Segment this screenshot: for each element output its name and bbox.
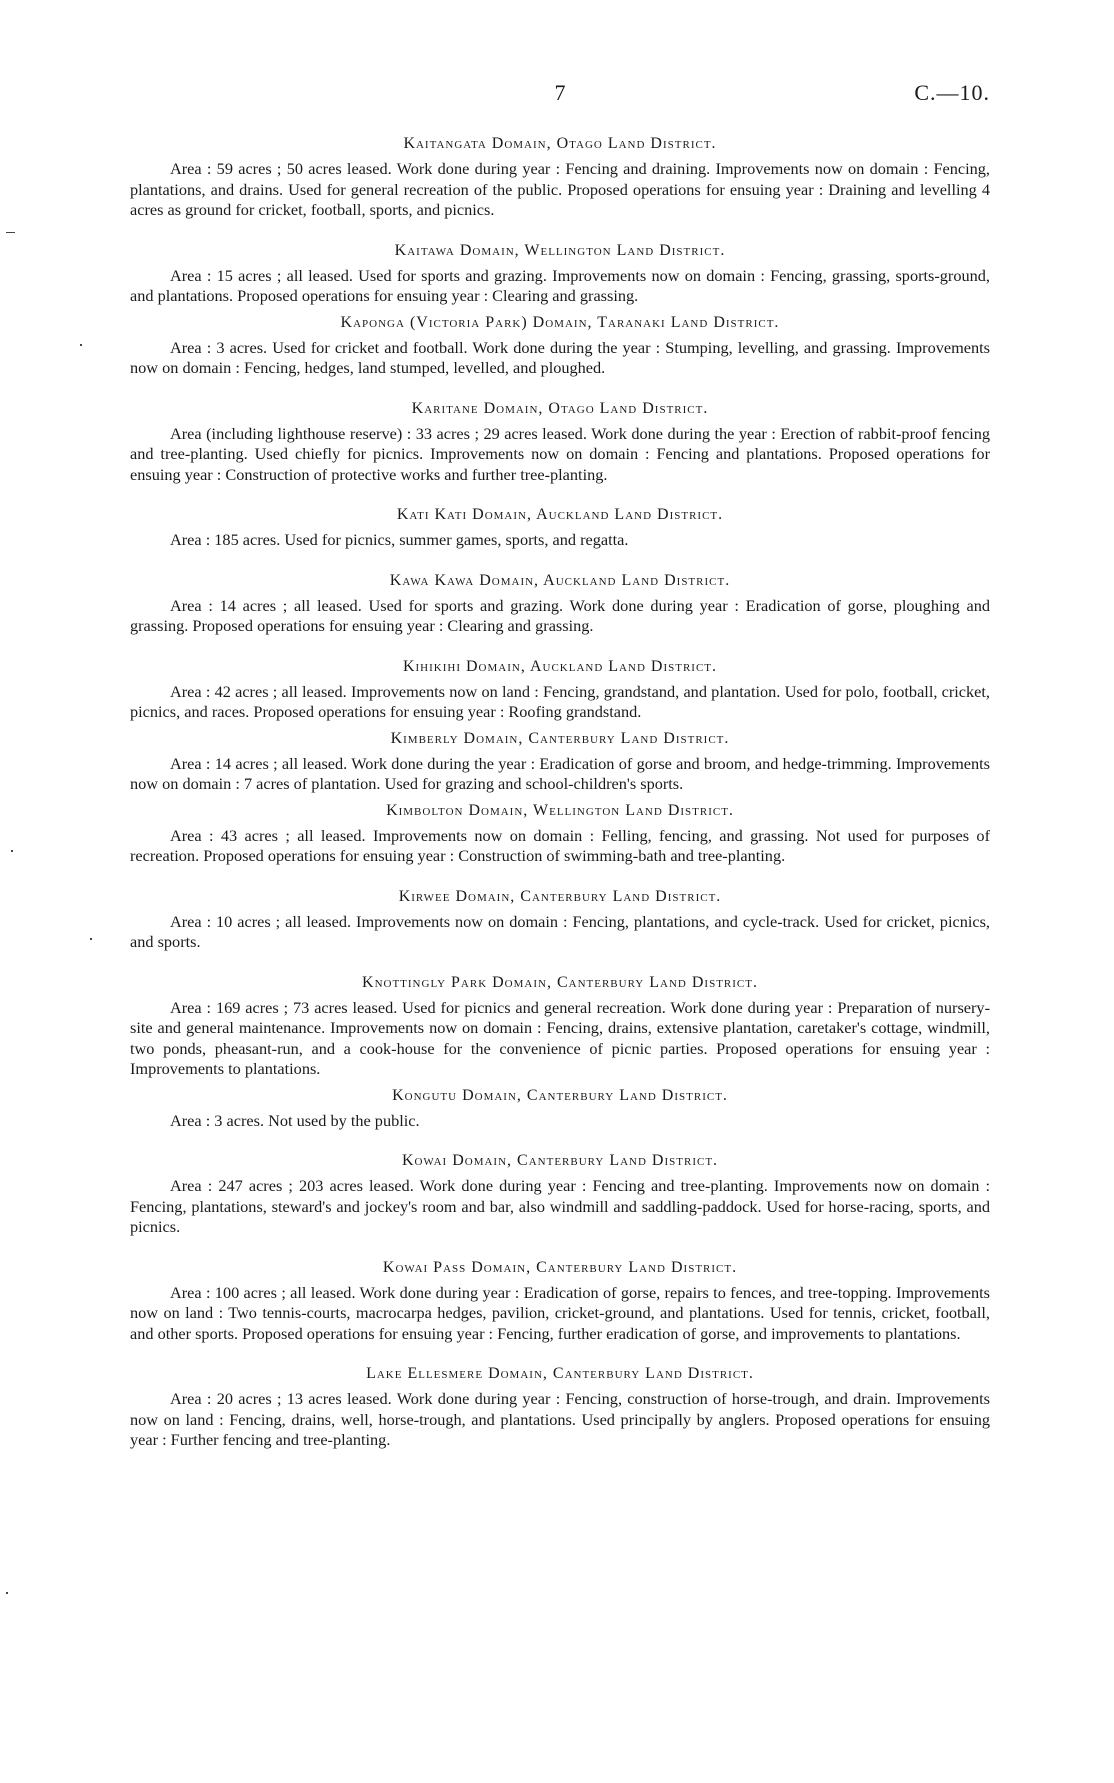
entry-heading: Lake Ellesmere Domain, Canterbury Land District. [366,1365,754,1382]
domain-entry-kongutu [130,1086,990,1132]
document-reference: C.—10. [914,80,990,105]
entry-heading: Kihikihi Domain, Auckland Land District. [402,657,718,675]
page-number: 7 [554,80,566,105]
domain-entry-knottingly-park [130,973,990,1080]
document-page [130,80,990,1451]
entry-heading: Kaitangata Domain, Otago Land District. [403,135,717,152]
domain-entry-kimbolton [130,801,990,867]
entry-text: Area : 10 acres ; all leased. Improvements now on domain : Fencing, plantations, and cycle-track. Used for cricket, picnics, and sports. [130,911,990,951]
entry-text: Area : 42 acres ; all leased. Improvements now on land : Fencing, grandstand, and plantation. Used for polo, football, cricket, picnics, and races. Proposed operations for ensuing year : Roofing grandstand. [130,681,990,721]
entry-text: Area : 43 acres ; all leased. Improvements now on domain : Felling, fencing, and grassing. Not used for purposes of recreation. Proposed operations for ensuing year : Construction of swimming-bath and tree-planting. [130,825,990,865]
scan-mark [90,938,92,940]
entry-text: Area : 59 acres ; 50 acres leased. Work done during year : Fencing and draining. Improvements now on domain : Fencing, plantations, and drains. Used for general recreation of the public. Proposed operations for ensuing year : Draining and levelling 4 acres as ground for cricket, football, sports, and picnics. [130,159,990,219]
entry-heading: Knottingly Park Domain, Canterbury Land District. [362,973,758,991]
domain-entry-kowai-pass [130,1258,990,1345]
entry-heading: Kongutu Domain, Canterbury Land District. [392,1086,728,1104]
entry-text: Area : 15 acres ; all leased. Used for sports and grazing. Improvements now on domain : Fencing, grassing, sports-ground, and plantations. Proposed operations for ensuing year : Clearing and grassing. [130,265,990,305]
scan-mark [80,344,82,346]
entry-text: Area : 185 acres. Used for picnics, summer games, sports, and regatta. [170,530,629,549]
entry-text: Area : 3 acres. Used for cricket and football. Work done during the year : Stumping, levelling, and grassing. Improvements now on domain : Fencing, hedges, land stumped, levelled, and ploughed. [130,337,990,377]
entry-text: Area : 169 acres ; 73 acres leased. Used for picnics and general recreation. Work done during year : Preparation of nursery-site and general maintenance. Improvements now on domain : Fencing, drains, extensive plantation, caretaker's cottage, windmill, two ponds, pheasant-run, and a cook-house for the convenience of picnic parties. Proposed operations for ensuing year : Improvements to plantations. [130,997,990,1078]
entry-heading: Kimberly Domain, Canterbury Land District. [390,729,730,747]
domain-entry-kaitangata [130,134,990,221]
domain-entry-kimberly [130,729,990,795]
entry-text: Area : 100 acres ; all leased. Work done during year : Eradication of gorse, repairs to fences, and tree-topping. Improvements now on land : Two tennis-courts, macrocarpa hedges, pavilion, cricket-ground, and plantations. Used for tennis, cricket, football, and other sports. Proposed operations for ensuing year : Fencing, further eradication of gorse, and improvements to plantations. [130,1282,990,1343]
entry-heading: Kowai Domain, Canterbury Land District. [401,1152,719,1169]
page-header [130,80,990,120]
entry-heading: Kowai Pass Domain, Canterbury Land District. [382,1258,738,1276]
domain-entry-kaitawa [130,241,990,307]
domain-entry-kihikihi [130,657,990,723]
entry-text: Area (including lighthouse reserve) : 33 acres ; 29 acres leased. Work done during the year : Erection of rabbit-proof fencing and tree-planting. Used chiefly for picnics. Improvements now on domain : Fencing and plantations. Proposed operations for ensuing year : Construction of protective works and further tree-planting. [130,423,990,484]
entry-heading: Kawa Kawa Domain, Auckland Land District. [389,571,731,589]
entry-text: Area : 14 acres ; all leased. Work done during the year : Eradication of gorse and broom, and hedge-trimming. Improvements now on domain : 7 acres of plantation. Used for grazing and school-children's sports. [130,753,990,793]
entry-heading: Karitane Domain, Otago Land District. [411,399,709,417]
entry-text: Area : 20 acres ; 13 acres leased. Work done during year : Fencing, construction of horse-trough, and drain. Improvements now on land : Fencing, drains, well, horse-trough, and plantations. Used principally by anglers. Proposed operations for ensuing year : Further fencing and tree-planting. [130,1389,990,1449]
domain-entry-kirwee [130,887,990,953]
entry-heading: Kaitawa Domain, Wellington Land District. [394,241,726,259]
domain-entry-kaponga [130,313,990,379]
entry-heading: Kati Kati Domain, Auckland Land District. [396,506,724,523]
domain-entry-lake-ellesmere [130,1364,990,1451]
scan-mark [11,850,13,852]
scan-mark [6,1592,8,1594]
domain-entry-kati-kati [130,505,990,551]
entry-heading: Kimbolton Domain, Wellington Land District. [386,801,734,819]
entry-text: Area : 14 acres ; all leased. Used for sports and grazing. Work done during year : Eradication of gorse, ploughing and grassing. Proposed operations for ensuing year : Clearing and grassing. [130,595,990,635]
scan-mark [6,232,15,233]
entry-text: Area : 3 acres. Not used by the public. [170,1110,420,1130]
domain-entry-kowai [130,1151,990,1238]
entry-heading: Kaponga (Victoria Park) Domain, Taranaki Land District. [340,313,780,331]
entry-heading: Kirwee Domain, Canterbury Land District. [398,887,722,905]
entry-text: Area : 247 acres ; 203 acres leased. Work done during year : Fencing and tree-planting. Improvements now on domain : Fencing, plantations, steward's and jockey's room and bar, also windmill and saddling-paddock. Used for horse-racing, sports, and picnics. [130,1176,990,1236]
domain-entry-karitane [130,399,990,486]
domain-entry-kawa-kawa [130,571,990,637]
